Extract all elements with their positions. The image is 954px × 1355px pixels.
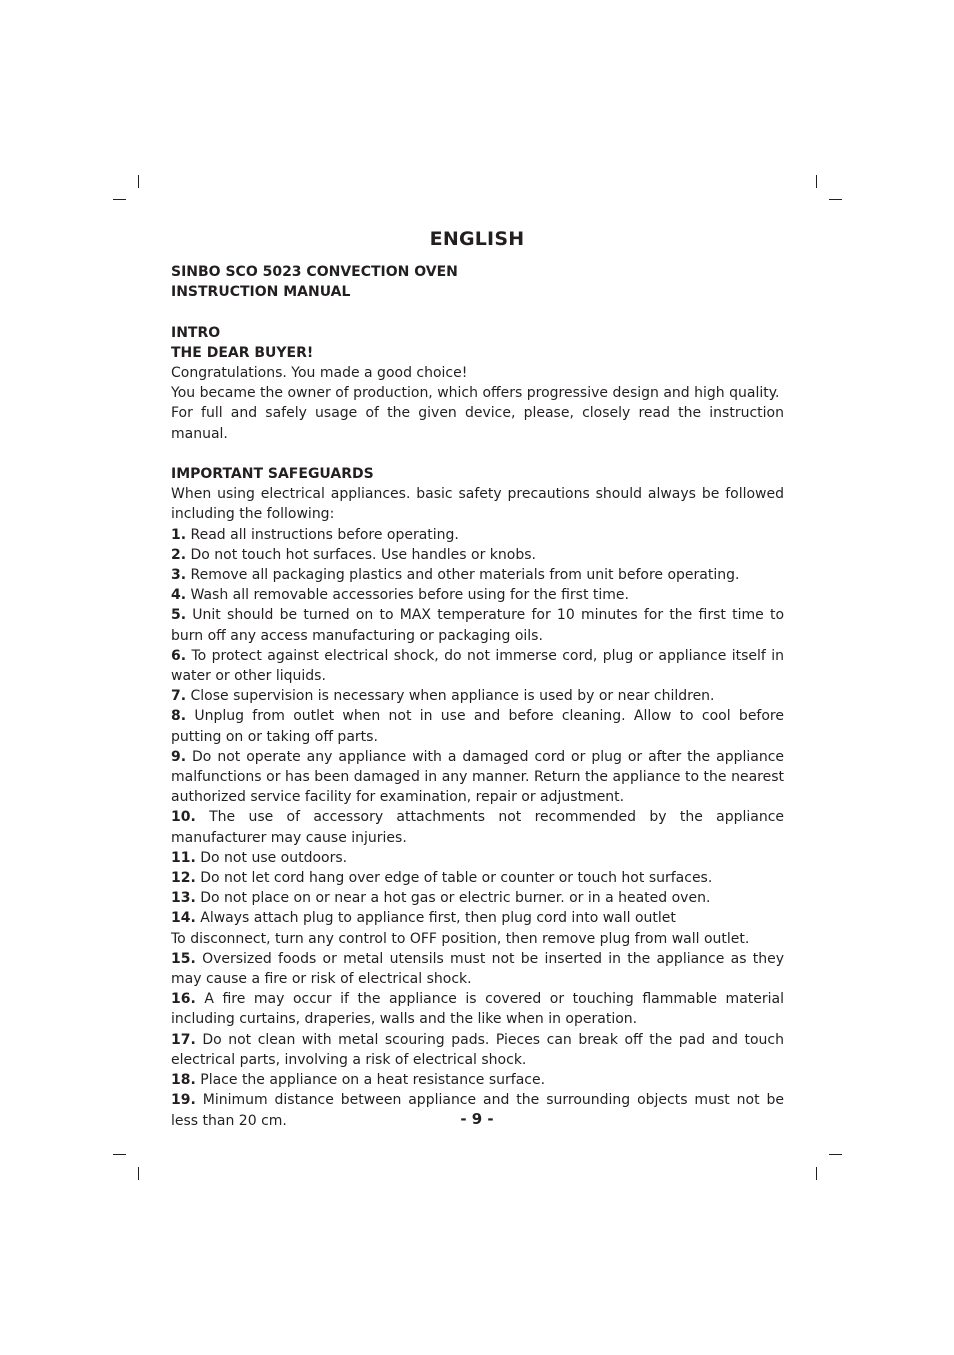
safeguard-text: Do not clean with metal scouring pads. Pieces can break off the pad and touch electrical parts, involving a risk of electrical shock. <box>171 1031 784 1068</box>
safeguard-number: 2. <box>171 546 187 563</box>
safeguard-text: To disconnect, turn any control to OFF position, then remove plug from wall outlet. <box>171 930 750 947</box>
safeguard-item <box>171 1070 784 1090</box>
safeguard-item <box>171 908 784 928</box>
safeguard-item <box>171 545 784 565</box>
manual-body <box>171 262 784 1131</box>
safeguard-number: 10. <box>171 809 196 826</box>
spacer <box>171 302 784 322</box>
safeguard-text: Do not let cord hang over edge of table or counter or touch hot surfaces. <box>200 870 713 887</box>
safeguard-item <box>171 605 784 645</box>
safeguard-text: Always attach plug to appliance first, then plug cord into wall outlet <box>200 910 676 927</box>
intro-heading: INTRO <box>171 324 221 341</box>
page-number: - 9 - <box>460 1110 494 1128</box>
crop-mark-top-right-horizontal <box>829 199 842 200</box>
safeguard-item <box>171 949 784 989</box>
safeguard-item <box>171 848 784 868</box>
safeguard-item <box>171 929 784 949</box>
safeguards-lead: When using electrical appliances. basic safety precautions should always be followed including the following: <box>171 486 784 523</box>
safeguard-number: 16. <box>171 991 196 1008</box>
safeguard-item <box>171 888 784 908</box>
crop-mark-bottom-right-horizontal <box>829 1154 842 1155</box>
safeguard-number: 19. <box>171 1092 196 1109</box>
safeguard-number: 6. <box>171 647 187 664</box>
safeguards-heading: IMPORTANT SAFEGUARDS <box>171 466 374 482</box>
safeguard-number: 3. <box>171 567 187 584</box>
safeguard-number: 13. <box>171 890 196 907</box>
safeguard-text: Unit should be turned on to MAX temperature for 10 minutes for the first time to burn off any access manufacturing or packaging oils. <box>171 607 785 644</box>
safeguard-text: Minimum distance between appliance and the surrounding objects must not be less than 20 cm. <box>171 1092 784 1129</box>
safeguard-text: The use of accessory attachments not recommended by the appliance manufacturer may cause injuries. <box>171 809 785 846</box>
safeguard-number: 15. <box>171 950 196 967</box>
safeguard-item <box>171 706 784 746</box>
safeguard-item <box>171 646 784 686</box>
safeguard-number: 14. <box>171 910 196 927</box>
safeguard-number: 5. <box>171 607 187 624</box>
safeguard-text: Wash all removable accessories before using for the first time. <box>190 587 629 604</box>
intro-greeting: THE DEAR BUYER! <box>171 344 314 361</box>
manual-title: INSTRUCTION MANUAL <box>171 284 351 301</box>
safeguards-list <box>171 525 784 1131</box>
safeguard-number: 17. <box>171 1031 196 1048</box>
safeguard-text: Oversized foods or metal utensils must not be inserted in the appliance as they may cause a fire or risk of electrical shock. <box>171 950 785 988</box>
safeguard-text: Do not use outdoors. <box>200 849 348 866</box>
intro-line: For full and safely usage of the given device, please, closely read the instruction manual. <box>171 405 784 442</box>
spacer <box>171 444 784 464</box>
safeguard-item <box>171 1030 784 1070</box>
safeguard-item <box>171 807 784 847</box>
crop-mark-bottom-left-horizontal <box>113 1154 126 1155</box>
safeguard-number: 8. <box>171 708 187 725</box>
safeguard-text: Read all instructions before operating. <box>190 526 459 543</box>
safeguard-number: 11. <box>171 849 196 866</box>
safeguard-text: Do not operate any appliance with a damaged cord or plug or after the appliance malfunctions or has been damaged in any manner. Return the appliance to the nearest authorized service facility for examination, repair or adjustment. <box>171 748 785 806</box>
product-title: SINBO SCO 5023 CONVECTION OVEN <box>171 264 458 280</box>
safeguard-number: 18. <box>171 1072 196 1089</box>
crop-mark-top-right-vertical <box>816 175 817 188</box>
safeguard-item <box>171 747 784 808</box>
safeguard-text: Place the appliance on a heat resistance surface. <box>200 1072 546 1089</box>
safeguard-text: Close supervision is necessary when appliance is used by or near children. <box>190 688 715 705</box>
safeguard-text: To protect against electrical shock, do not immerse cord, plug or appliance itself in water or other liquids. <box>171 647 784 685</box>
intro-line: You became the owner of production, which offers progressive design and high quality. <box>171 385 780 402</box>
safeguard-text: A fire may occur if the appliance is covered or touching flammable material including curtains, draperies, walls and the like when in operation. <box>171 991 784 1028</box>
safeguard-number: 1. <box>171 526 187 543</box>
crop-mark-top-left-horizontal <box>113 199 126 200</box>
safeguard-text: Do not place on or near a hot gas or electric burner. or in a heated oven. <box>200 890 711 907</box>
crop-mark-top-left-vertical <box>138 175 139 188</box>
safeguard-text: Remove all packaging plastics and other materials from unit before operating. <box>190 567 740 584</box>
safeguard-text: Do not touch hot surfaces. Use handles or knobs. <box>190 546 536 563</box>
crop-mark-bottom-left-vertical <box>138 1167 139 1180</box>
safeguard-item <box>171 989 784 1029</box>
safeguard-item <box>171 868 784 888</box>
crop-mark-bottom-right-vertical <box>816 1167 817 1180</box>
safeguard-number: 7. <box>171 688 187 705</box>
safeguard-item <box>171 585 784 605</box>
safeguard-text: Unplug from outlet when not in use and before cleaning. Allow to cool before putting on or taking off parts. <box>171 708 784 745</box>
safeguard-number: 12. <box>171 870 196 887</box>
safeguard-number: 9. <box>171 748 187 765</box>
safeguard-number: 4. <box>171 587 187 604</box>
safeguard-item <box>171 565 784 585</box>
intro-line: Congratulations. You made a good choice! <box>171 365 468 381</box>
language-heading: ENGLISH <box>429 228 525 250</box>
safeguard-item <box>171 686 784 706</box>
safeguard-item <box>171 525 784 545</box>
